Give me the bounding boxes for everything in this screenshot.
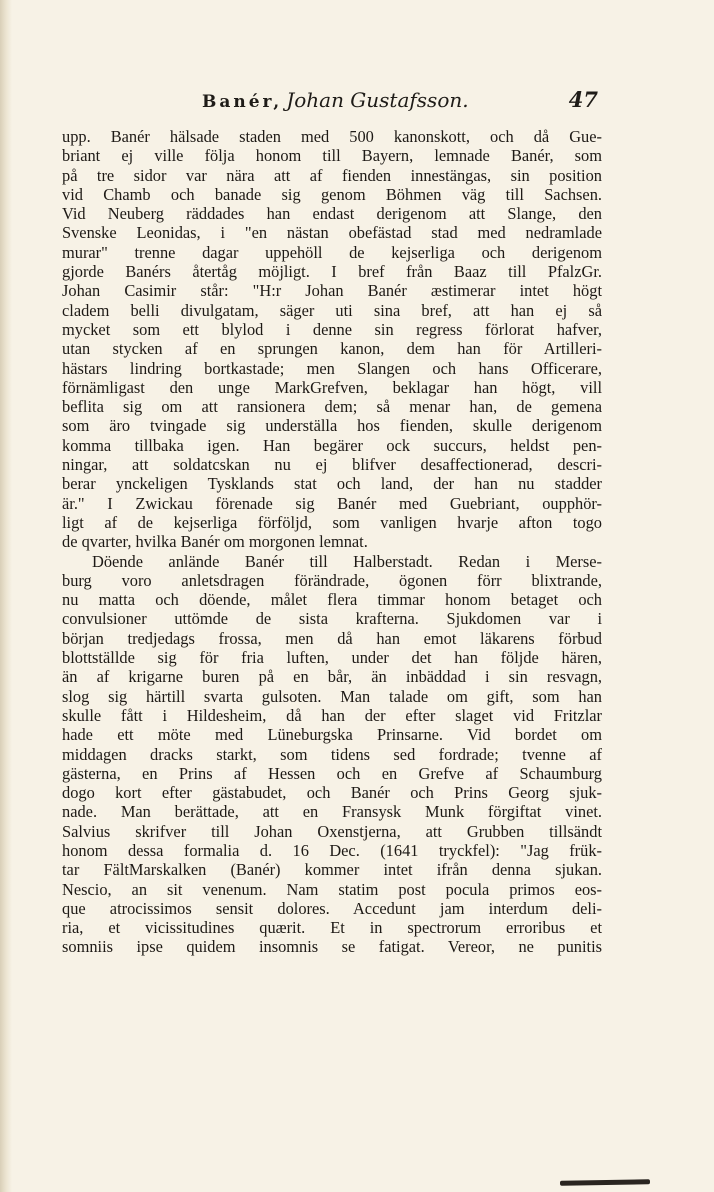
text-line: vid Chamb och banade sig genom Böhmen väg till Sachsen. [62, 184, 602, 204]
text-line: briant ej ville följa honom till Bayern, lemnade Banér, som [62, 146, 602, 166]
text-line: är." I Zwickau förenade sig Banér med Guebriant, oupphör- [62, 493, 602, 513]
text-line: Salvius skrifver till Johan Oxenstjerna, att Grubben tillsändt [62, 821, 602, 841]
text-line: nade. Man berättade, att en Fransysk Munk förgiftat vinet. [62, 802, 602, 822]
running-head-surname: Banér, [202, 92, 283, 112]
text-line: berar ynckeligen Tysklands stat och land, der han nu stadder [62, 474, 602, 494]
body-text [62, 127, 602, 957]
text-line: somniis ipse quidem insomnis se fatigat. Vereor, ne punitis [62, 937, 602, 957]
text-line: que atrocissimos sensit dolores. Accedunt jam interdum deli- [62, 898, 602, 918]
text-line: ningar, att soldatcskan nu ej blifver desaffectionerad, descri- [62, 455, 602, 475]
text-line: upp. Banér hälsade staden med 500 kanonskott, och då Gue- [62, 127, 602, 146]
text-line: blottställde sig för fria luften, under det han följde hären, [62, 648, 602, 668]
text-line: utan stycken af en sprungen kanon, dem han för Artilleri- [62, 339, 602, 359]
paragraph-start-line: Döende anlände Banér till Halberstadt. Redan i Merse- [92, 551, 602, 571]
text-line: Nescio, an sit venenum. Nam statim post pocula primos eos- [62, 879, 602, 899]
text-line: förnämligast den unge MarkGrefven, beklagar han högt, vill [62, 377, 602, 397]
text-line: Svenske Leonidas, i "en nästan obefästad stad med nedramlade [62, 223, 602, 243]
text-line: nu matta och döende, målet flera timmar honom betaget och [62, 590, 602, 610]
text-line: Vid Neuberg räddades han endast derigenom att Slange, den [62, 204, 602, 224]
text-line: ria, et vicissitudines quærit. Et in spectrorum erroribus et [62, 918, 602, 938]
text-line: burg voro anletsdragen förändrade, ögonen förr blixtrande, [62, 570, 602, 590]
ink-mark [560, 1179, 650, 1186]
text-line: på tre sidor var nära att af fienden innestängas, sin position [62, 165, 602, 185]
text-line: början tredjedags frossa, men då han emot läkarens förbud [62, 628, 602, 648]
text-line: ligt af de kejserliga förföljd, som vanligen hvarje afton togo [62, 512, 602, 532]
text-line: än af krigarne buren på en bår, än inbäddad i sin resvagn, [62, 667, 602, 687]
text-line: dogo kort efter gästabudet, och Banér och Prins Georg sjuk- [62, 783, 602, 803]
page-number: 47 [568, 87, 598, 112]
text-line: mycket som ett blylod i denne sin regress förlorat hafver, [62, 319, 602, 339]
text-line: gästerna, en Prins af Hessen och en Grefve af Schaumburg [62, 763, 602, 783]
text-line: murar" trenne dagar uppehöll de kejserliga och derigenom [62, 242, 602, 262]
running-head-given-name: Johan Gustafsson. [286, 88, 469, 112]
text-line: skulle fått i Hildesheim, då han der efter slaget vid Fritzlar [62, 705, 602, 725]
text-line: som äro tvingade sig underställa hos fienden, skulle derigenom [62, 416, 602, 436]
text-line: slog sig härtill svarta gulsoten. Man talade om gift, som han [62, 686, 602, 706]
running-head [202, 88, 469, 112]
binding-edge [0, 0, 12, 1192]
text-line: Johan Casimir står: "H:r Johan Banér æstimerar intet högt [62, 281, 602, 301]
text-line: hästars lindring bortkastade; men Slangen och hans Officerare, [62, 358, 602, 378]
text-line: honom dessa formalia d. 16 Dec. (1641 tryckfel): "Jag frük- [62, 840, 602, 860]
text-line: convulsioner uttömde de sista krafterna. Sjukdomen var i [62, 609, 602, 629]
page-header [168, 88, 602, 116]
text-line: middagen dracks starkt, som tidens sed fordrade; tvenne af [62, 744, 602, 764]
text-line: de qvarter, hvilka Banér om morgonen lemnat. [62, 532, 368, 552]
text-line: komma tillbaka igen. Han begärer ock succurs, heldst pen- [62, 435, 602, 455]
text-line: hade ett möte med Lüneburgska Prinsarne. Vid bordet om [62, 725, 602, 745]
text-line: beflita sig om att ransionera dem; så menar han, de gemena [62, 397, 602, 417]
text-line: gjorde Banérs återtåg möjligt. I bref från Baaz till PfalzGr. [62, 262, 602, 282]
text-line: tar FältMarskalken (Banér) kommer intet ifrån denna sjukan. [62, 860, 602, 880]
text-line: cladem belli divulgatam, säger uti sina bref, att han ej så [62, 300, 602, 320]
